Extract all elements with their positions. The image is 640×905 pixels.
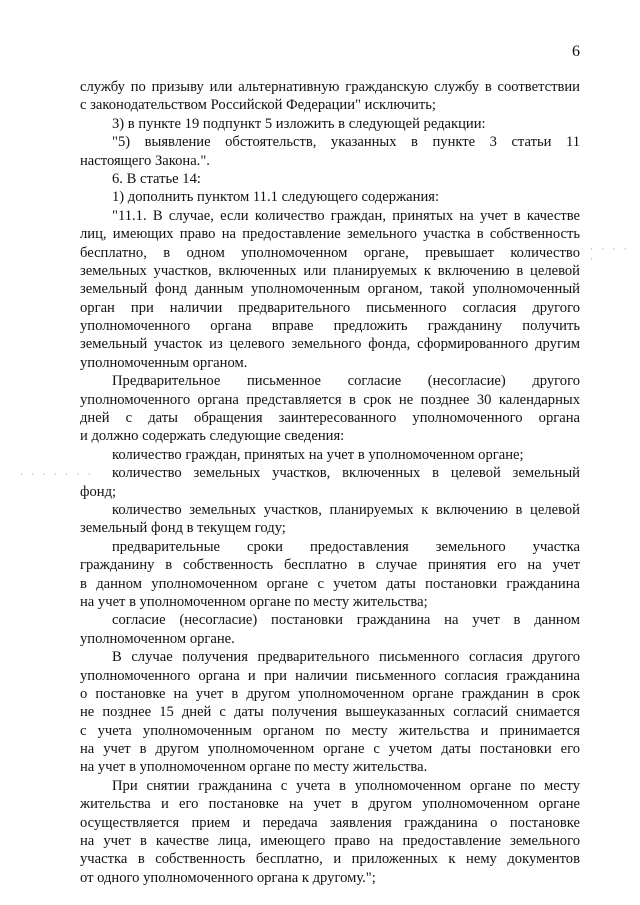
text-line bbox=[0, 133, 640, 151]
text-line-content: земельный фонд данным уполномоченным органом, такой уполномоченный bbox=[80, 281, 580, 298]
text-line bbox=[0, 758, 640, 776]
text-line-content: 6. В статье 14: bbox=[112, 170, 201, 187]
text-line-content: на учет в качестве лица, имеющего право на предоставление земельного bbox=[80, 833, 580, 850]
text-line-content: на учет в уполномоченном органе по месту жительства. bbox=[80, 759, 428, 776]
text-line bbox=[0, 280, 640, 298]
scan-noise-left: · · · · · · · bbox=[20, 469, 94, 479]
text-line-content: настоящего Закона.". bbox=[80, 152, 210, 169]
text-line-content: уполномоченного органа и при наличии письменного согласия гражданина bbox=[80, 667, 580, 684]
text-line-content: фонд; bbox=[80, 483, 117, 500]
page-number: 6 bbox=[572, 43, 580, 60]
text-line bbox=[0, 777, 640, 795]
text-line bbox=[0, 244, 640, 262]
text-line-content: орган при наличии предварительного письменного согласия другого bbox=[80, 299, 580, 316]
text-line-content: количество земельных участков, планируемых к включению в целевой bbox=[112, 501, 580, 518]
text-line-content: бесплатно, в одном уполномоченном органе, превышает количество bbox=[80, 244, 580, 261]
text-line-content: в данном уполномоченном органе с учетом даты постановки гражданина bbox=[80, 575, 580, 592]
text-line bbox=[0, 850, 640, 868]
text-line bbox=[0, 556, 640, 574]
scan-noise-right: · · · · · bbox=[590, 244, 630, 264]
text-line bbox=[0, 667, 640, 685]
text-line-content: В случае получения предварительного письменного согласия другого bbox=[112, 649, 580, 666]
text-line bbox=[0, 335, 640, 353]
text-line bbox=[0, 611, 640, 629]
text-line bbox=[0, 170, 640, 188]
text-line bbox=[0, 96, 640, 114]
text-line-content: на учет в другом уполномоченном органе с учетом даты постановки его bbox=[80, 741, 580, 758]
text-line-content: 3) в пункте 19 подпункт 5 изложить в следующей редакции: bbox=[112, 115, 486, 132]
text-line bbox=[0, 317, 640, 335]
text-line bbox=[0, 630, 640, 648]
text-line-content: уполномоченного органа вправе предложить гражданину получить bbox=[80, 318, 580, 335]
text-line bbox=[0, 740, 640, 758]
text-line-content: предварительные сроки предоставления земельного участка bbox=[112, 538, 580, 555]
text-line bbox=[0, 501, 640, 519]
document-body bbox=[0, 78, 640, 887]
text-line-content: "5) выявление обстоятельств, указанных в пункте 3 статьи 11 bbox=[112, 134, 580, 151]
text-line-content: "11.1. В случае, если количество граждан, принятых на учет в качестве bbox=[112, 207, 580, 224]
text-line bbox=[0, 538, 640, 556]
text-line bbox=[0, 78, 640, 96]
text-line-content: дней с даты обращения заинтересованного уполномоченного органа bbox=[80, 410, 580, 427]
text-line-content: службу по призыву или альтернативную гражданскую службу в соответствии bbox=[80, 79, 580, 95]
text-line-content: земельный участок из целевого земельного фонда, сформированного другим bbox=[80, 336, 580, 353]
text-line bbox=[0, 832, 640, 850]
text-line-content: на учет в уполномоченном органе по месту жительства; bbox=[80, 593, 428, 610]
text-line bbox=[0, 648, 640, 666]
text-line-content: не позднее 15 дней с даты получения вышеуказанных согласий снимается bbox=[80, 704, 580, 721]
text-line bbox=[0, 299, 640, 317]
text-line bbox=[0, 225, 640, 243]
text-line-content: лиц, имеющих право на предоставление земельного участка в собственность bbox=[80, 226, 580, 243]
text-line bbox=[0, 483, 640, 501]
text-line bbox=[0, 391, 640, 409]
text-line bbox=[0, 685, 640, 703]
text-line-content: жительства и его постановке на учет в другом уполномоченном органе bbox=[80, 796, 580, 813]
text-line-content: уполномоченным органом. bbox=[80, 354, 248, 371]
text-line bbox=[0, 703, 640, 721]
text-line-content: земельных участков, включенных или планируемых к включению в целевой bbox=[80, 262, 580, 279]
text-line bbox=[0, 575, 640, 593]
text-line bbox=[0, 464, 640, 482]
text-line-content: При снятии гражданина с учета в уполномоченном органе по месту bbox=[112, 777, 580, 794]
text-line-content: о постановке на учет в другом уполномоченном органе гражданин в срок bbox=[80, 685, 580, 702]
text-line-content: Предварительное письменное согласие (несогласие) другого bbox=[112, 373, 580, 390]
text-line-content: осуществляется прием и передача заявления гражданина о постановке bbox=[80, 814, 580, 831]
text-line-content: количество граждан, принятых на учет в уполномоченном органе; bbox=[112, 446, 524, 463]
text-line bbox=[0, 262, 640, 280]
text-line-content: уполномоченном органе. bbox=[80, 630, 235, 647]
text-line-content: гражданину в собственность бесплатно в случае принятия его на учет bbox=[80, 557, 580, 574]
text-line bbox=[0, 519, 640, 537]
text-line bbox=[0, 814, 640, 832]
text-line-content: с законодательством Российской Федерации" исключить; bbox=[80, 97, 436, 114]
text-line bbox=[0, 795, 640, 813]
text-line-content: участка в собственность бесплатно, и приложенных к нему документов bbox=[80, 851, 580, 868]
text-line-content: земельный фонд в текущем году; bbox=[80, 520, 286, 537]
text-line-content: и должно содержать следующие сведения: bbox=[80, 428, 345, 445]
text-line bbox=[0, 354, 640, 372]
text-line bbox=[0, 207, 640, 225]
text-line bbox=[0, 188, 640, 206]
text-line bbox=[0, 446, 640, 464]
text-line-content: количество земельных участков, включенных в целевой земельный bbox=[112, 465, 580, 482]
text-line bbox=[0, 427, 640, 445]
text-line-content: 1) дополнить пунктом 11.1 следующего содержания: bbox=[112, 189, 440, 206]
text-line-content: согласие (несогласие) постановки гражданина на учет в данном bbox=[112, 612, 580, 629]
text-line bbox=[0, 115, 640, 133]
text-line bbox=[0, 152, 640, 170]
text-line-content: с учета уполномоченным органом по месту жительства и принимается bbox=[80, 722, 580, 739]
text-line bbox=[0, 593, 640, 611]
text-line bbox=[0, 869, 640, 887]
text-line-content: уполномоченного органа представляется в срок не позднее 30 календарных bbox=[80, 391, 580, 408]
text-line bbox=[0, 372, 640, 390]
text-line bbox=[0, 409, 640, 427]
text-line-content: от одного уполномоченного органа к другому."; bbox=[80, 869, 376, 886]
text-line bbox=[0, 722, 640, 740]
